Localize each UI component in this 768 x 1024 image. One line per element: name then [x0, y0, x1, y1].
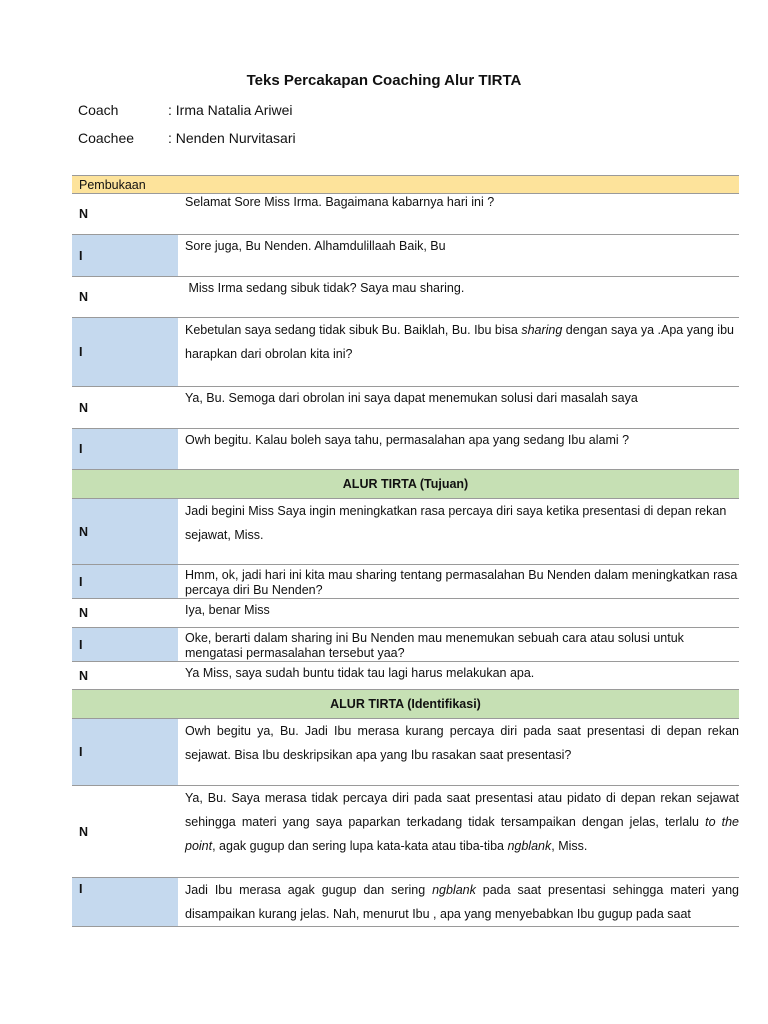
dialogue-italic: ngblank	[432, 883, 476, 897]
speaker-cell: I	[72, 318, 178, 387]
section-header-pembukaan	[72, 176, 739, 194]
dialogue-italic: sharing	[521, 323, 563, 337]
dialogue-cell: Jadi begini Miss Saya ingin meningkatkan rasa percaya diri saya ketika presentasi di depan rekan sejawat, Miss.	[178, 499, 739, 565]
dialogue-cell: Hmm, ok, jadi hari ini kita mau sharing tentang permasalahan Bu Nenden dalam meningkatkan rasa percaya diri Bu Nenden?	[178, 565, 739, 599]
speaker-cell: N	[72, 599, 178, 628]
speaker-cell: N	[72, 499, 178, 565]
dialogue-cell	[178, 878, 739, 927]
dialogue-cell: Owh begitu ya, Bu. Jadi Ibu merasa kurang percaya diri pada saat presentasi di depan rekan sejawat. Bisa Ibu deskripsikan apa yang Ibu rasakan saat presentasi?	[178, 719, 739, 786]
conversation-table	[72, 175, 739, 927]
table-row	[72, 429, 739, 470]
coachee-value: : Nenden Nurvitasari	[168, 130, 296, 146]
table-row	[72, 194, 739, 235]
table-row	[72, 878, 739, 927]
table-row	[72, 499, 739, 565]
dialogue-text: dengan saya ya .Apa yang ibu harapkan dari obrolan kita ini?	[185, 323, 734, 361]
dialogue-cell	[178, 786, 739, 878]
section-label: ALUR TIRTA (Tujuan)	[72, 470, 739, 499]
dialogue-italic: to the point	[185, 815, 740, 853]
dialogue-cell	[178, 318, 739, 387]
dialogue-cell: Ya, Bu. Semoga dari obrolan ini saya dapat menemukan solusi dari masalah saya	[178, 387, 739, 429]
dialogue-cell: Selamat Sore Miss Irma. Bagaimana kabarnya hari ini ?	[178, 194, 739, 235]
coachee-line	[78, 130, 296, 146]
table-row	[72, 599, 739, 628]
speaker-cell: N	[72, 277, 178, 318]
table-row	[72, 318, 739, 387]
dialogue-cell: Oke, berarti dalam sharing ini Bu Nenden mau menemukan sebuah cara atau solusi untuk mengatasi permasalahan tersebut yaa?	[178, 628, 739, 662]
speaker-cell: I	[72, 565, 178, 599]
table-row	[72, 628, 739, 662]
document-title: Teks Percakapan Coaching Alur TIRTA	[246, 72, 522, 89]
dialogue-text: , Miss.	[551, 839, 588, 853]
speaker-cell: I	[72, 235, 178, 277]
dialogue-cell: Iya, benar Miss	[178, 599, 739, 628]
speaker-cell: I	[72, 628, 178, 662]
table-row	[72, 662, 739, 690]
table-row	[72, 277, 739, 318]
dialogue-text: Kebetulan saya sedang tidak sibuk Bu. Baiklah, Bu. Ibu bisa	[185, 323, 522, 337]
speaker-cell: I	[72, 429, 178, 470]
coachee-label: Coachee	[78, 130, 135, 146]
section-header-tujuan	[72, 470, 739, 499]
dialogue-text: Ya, Bu. Saya merasa tidak percaya diri pada saat presentasi atau pidato di depan rekan sejawat sehingga materi yang saya paparkan terkadang tidak tersampaikan dengan jelas, terlalu	[185, 791, 739, 829]
section-header-identifikasi	[72, 690, 739, 719]
speaker-cell: N	[72, 387, 178, 429]
coach-value: : Irma Natalia Ariwei	[168, 102, 293, 118]
dialogue-italic: ngblank	[507, 839, 552, 853]
section-label: ALUR TIRTA (Identifikasi)	[72, 690, 739, 719]
table-row	[72, 719, 739, 786]
dialogue-cell: Sore juga, Bu Nenden. Alhamdulillaah Baik, Bu	[178, 235, 739, 277]
dialogue-cell: Owh begitu. Kalau boleh saya tahu, permasalahan apa yang sedang Ibu alami ?	[178, 429, 739, 470]
dialogue-text: pada saat presentasi sehingga materi yang disampaikan kurang jelas. Nah, menurut Ibu , apa yang menyebabkan Ibu gugup pada saat	[185, 883, 739, 921]
speaker-cell: I	[72, 878, 178, 927]
speaker-cell: N	[72, 786, 178, 878]
table-row	[72, 235, 739, 277]
dialogue-text: , agak gugup dan sering lupa kata-kata atau tiba-tiba	[212, 839, 508, 853]
coach-label: Coach	[78, 102, 119, 118]
dialogue-cell: Ya Miss, saya sudah buntu tidak tau lagi harus melakukan apa.	[178, 662, 739, 690]
speaker-cell: I	[72, 719, 178, 786]
dialogue-text: Jadi Ibu merasa agak gugup dan sering	[185, 883, 433, 897]
table-row	[72, 786, 739, 878]
section-label: Pembukaan	[72, 176, 739, 194]
table-row	[72, 387, 739, 429]
speaker-cell: N	[72, 662, 178, 690]
dialogue-cell: Miss Irma sedang sibuk tidak? Saya mau sharing.	[178, 277, 739, 318]
table-row	[72, 565, 739, 599]
coach-line	[78, 102, 292, 118]
speaker-cell: N	[72, 194, 178, 235]
